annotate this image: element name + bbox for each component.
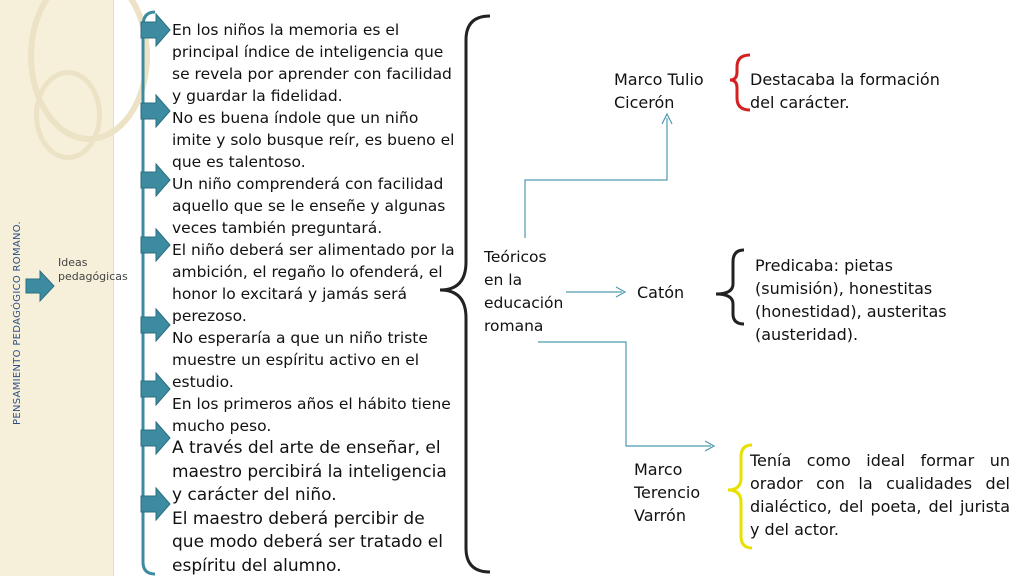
center-label: Teóricos en la educación romana: [484, 246, 566, 338]
idea-item: En los primeros años el hábito tiene mucho peso.: [172, 393, 462, 437]
caton-bracket: [716, 250, 744, 324]
idea-item: El maestro deberá percibir de que modo deberá ser tratado el espíritu del alumno.: [172, 508, 462, 578]
theorist-name: Marco Tulio Cicerón: [614, 68, 714, 114]
connector-to-ciceron: [525, 118, 667, 238]
theorist-description: Destacaba la formación del carácter.: [750, 68, 950, 114]
bullet-arrow-icon: [141, 95, 170, 127]
bullet-arrow-icon: [141, 309, 170, 341]
theorist-name: Catón: [637, 282, 717, 304]
idea-item: Un niño comprenderá con facilidad aquello que se le enseñe y algunas veces también preguntará.: [172, 173, 462, 239]
bullet-arrows: [141, 14, 170, 520]
bullet-arrow-icon: [141, 164, 170, 196]
bullet-arrow-icon: [141, 373, 170, 405]
ideas-arrow-icon: [26, 271, 54, 301]
ideas-bracket: [143, 12, 155, 574]
varron-bracket: [728, 445, 752, 548]
ideas-list: [172, 19, 462, 578]
idea-item: A través del arte de enseñar, el maestro percibirá la inteligencia y carácter del niño.: [172, 437, 462, 508]
bullet-arrow-icon: [141, 422, 170, 454]
idea-item: No esperaría a que un niño triste muestre un espíritu activo en el estudio.: [172, 327, 462, 393]
connector-to-varron: [538, 342, 711, 446]
bullet-arrow-icon: [141, 488, 170, 520]
ciceron-bracket: [730, 55, 750, 110]
theorist-description: Predicaba: pietas (sumisión), honestitas (honestidad), austeritas (austeridad).: [755, 254, 985, 346]
theorist-name: Marco Terencio Varrón: [634, 458, 714, 527]
ideas-label: Ideas pedagógicas: [58, 256, 114, 284]
idea-item: El niño deberá ser alimentado por la ambición, el regaño lo ofenderá, el honor lo excitará y jamás será perezoso.: [172, 239, 462, 327]
side-title: PENSAMIENTO PEDAGÓGICO ROMANO.: [12, 165, 23, 425]
idea-item: No es buena índole que un niño imite y solo busque reír, es bueno el que es talentoso.: [172, 107, 462, 173]
theorist-description: Tenía como ideal formar un orador con la cualidades del dialéctico, del poeta, del jurista y del actor.: [750, 449, 1010, 541]
bullet-arrow-icon: [141, 229, 170, 261]
idea-item: En los niños la memoria es el principal índice de inteligencia que se revela por aprender con facilidad y guardar la fidelidad.: [172, 19, 462, 107]
